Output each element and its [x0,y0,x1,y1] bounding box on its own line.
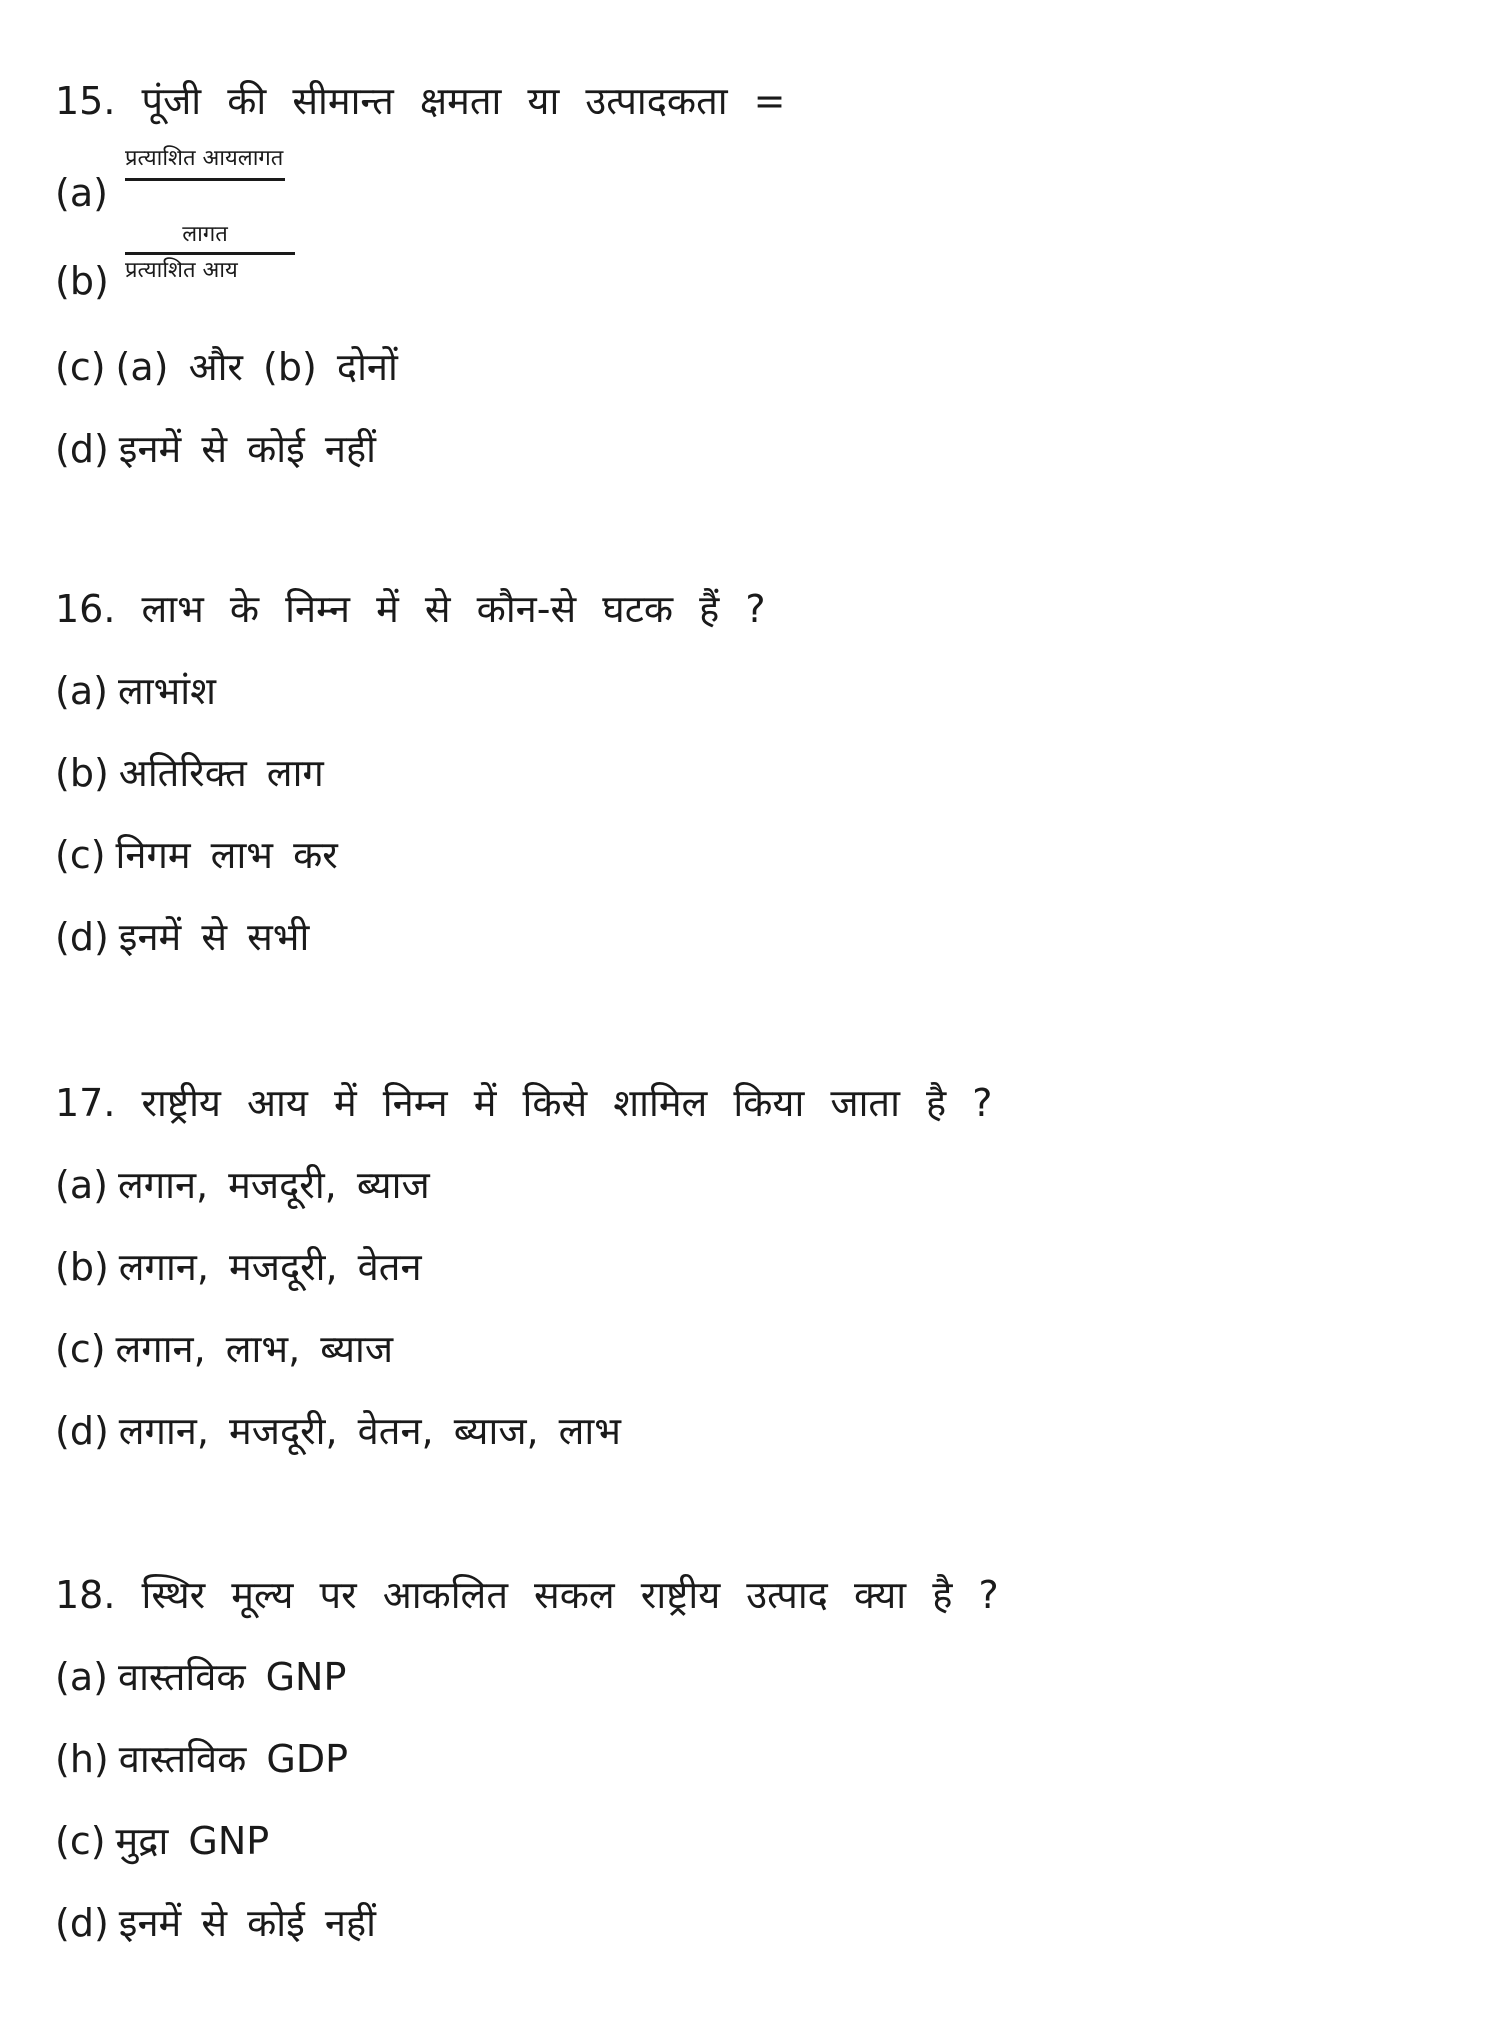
fraction-numerator: लागत [182,222,228,247]
question-15 [55,78,1455,472]
fraction-bar [125,178,285,181]
question-16 [55,586,1455,960]
option-label: (d) [55,915,109,959]
question-stem: 18. स्थिर मूल्य पर आकलित सकल राष्ट्रीय उत्पाद क्या है ? [55,1573,999,1617]
question-stem: 15. पूंजी की सीमान्त क्षमता या उत्पादकता = [55,79,786,123]
option-label: (c) [55,1327,106,1371]
option-text: वास्तविक GDP [118,1737,349,1781]
option-d [55,1408,1455,1454]
option-text: वास्तविक GNP [117,1655,347,1699]
option-b [55,222,1455,304]
option-text: इनमें से कोई नहीं [118,427,376,471]
option-text: लगान, मजदूरी, वेतन, ब्याज, लाभ [118,1409,621,1453]
fraction [125,146,285,216]
question-17 [55,1080,1455,1454]
option-label: (a) [55,171,108,215]
option-label: (d) [55,1409,109,1453]
option-d [55,1900,1455,1946]
option-label: (h) [55,1737,109,1781]
option-a [55,1162,1455,1208]
option-label: (b) [55,259,109,303]
option-c [55,832,1455,878]
option-text: लगान, मजदूरी, ब्याज [117,1163,430,1207]
question-stem: 16. लाभ के निम्न में से कौन-से घटक हैं ? [55,587,766,631]
option-c [55,344,1455,390]
fraction-bar [125,252,295,255]
option-label: (c) [55,833,106,877]
option-label: (b) [55,1245,109,1289]
option-text: निगम लाभ कर [115,833,338,877]
option-d [55,426,1455,472]
question-18 [55,1572,1455,1946]
option-text: अतिरिक्त लाग [118,751,324,795]
option-text: (a) और (b) दोनों [115,345,398,389]
option-text: लगान, मजदूरी, वेतन [118,1245,422,1289]
option-text: लगान, लाभ, ब्याज [115,1327,394,1371]
option-label: (a) [55,669,108,713]
option-label: (d) [55,427,109,471]
option-a [55,146,1455,216]
fraction [125,222,285,304]
fraction-numerator: प्रत्याशित आयलागत [125,146,284,171]
option-c [55,1818,1455,1864]
option-text: इनमें से सभी [118,915,310,959]
option-c [55,1326,1455,1372]
option-label: (c) [55,1819,106,1863]
option-label: (a) [55,1163,108,1207]
option-label: (a) [55,1655,108,1699]
option-text: इनमें से कोई नहीं [118,1901,376,1945]
option-text: लाभांश [117,669,216,713]
option-b [55,1244,1455,1290]
option-label: (c) [55,345,106,389]
option-a [55,668,1455,714]
question-stem: 17. राष्ट्रीय आय में निम्न में किसे शामिल किया जाता है ? [55,1081,993,1125]
option-text: मुद्रा GNP [115,1819,270,1863]
option-b [55,1736,1455,1782]
fraction-denominator: प्रत्याशित आय [125,258,238,283]
option-a [55,1654,1455,1700]
option-b [55,750,1455,796]
option-label: (d) [55,1901,109,1945]
option-d [55,914,1455,960]
option-label: (b) [55,751,109,795]
